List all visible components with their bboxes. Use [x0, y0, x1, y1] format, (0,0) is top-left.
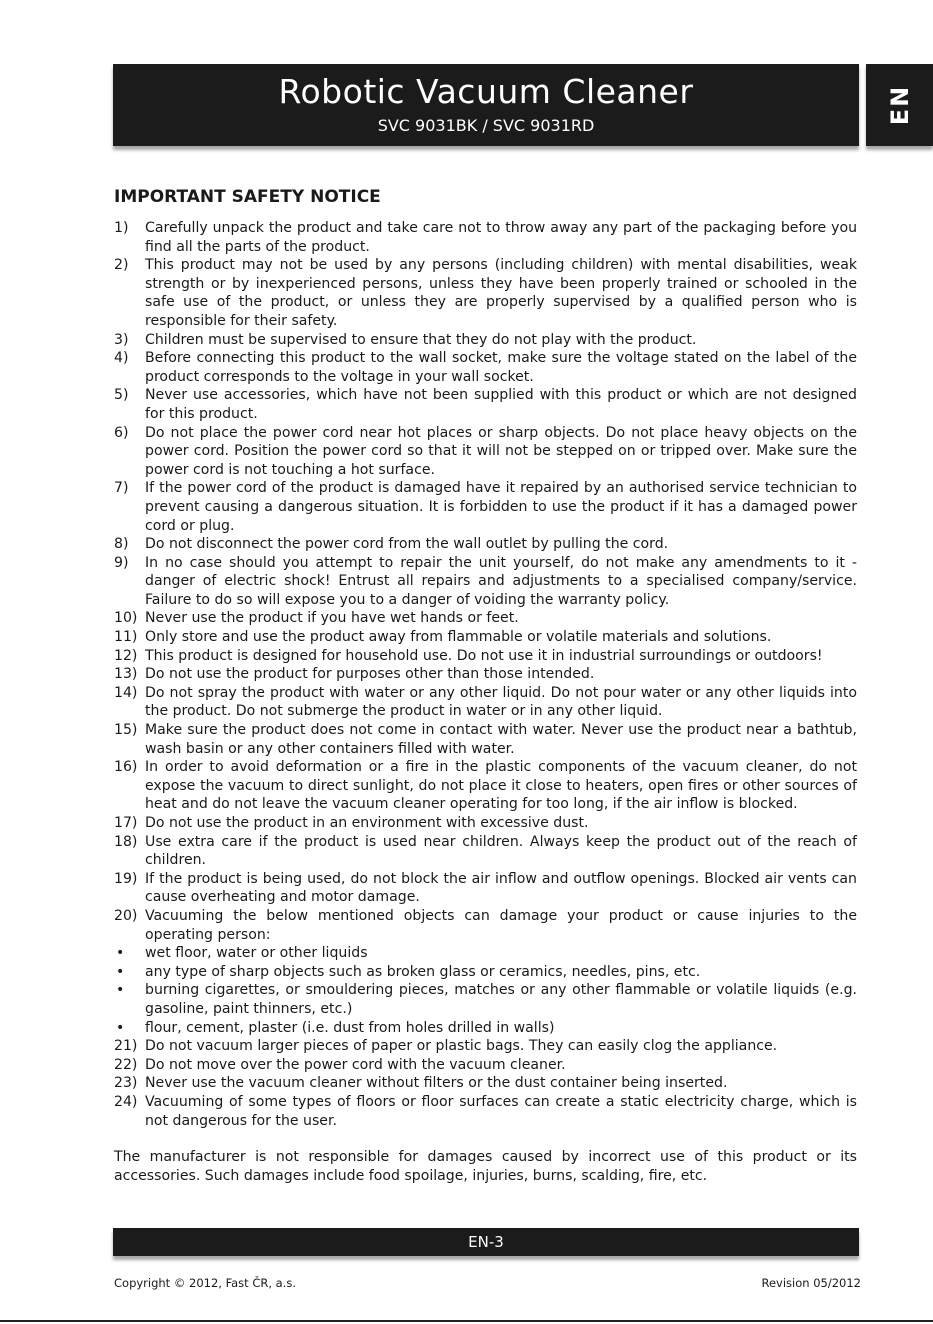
safety-list-item — [114, 1093, 857, 1130]
item-number: 13) — [114, 666, 138, 683]
document-title: Robotic Vacuum Cleaner — [278, 72, 694, 111]
safety-list-item — [114, 256, 857, 330]
item-number: 2) — [114, 257, 129, 274]
language-code: EN — [885, 84, 914, 126]
item-text: Do not use the product for purposes other than those intended. — [145, 666, 595, 683]
item-text: Vacuuming of some types of floors or floor surfaces can create a static electricity charge, which is not dangerous for the user. — [145, 1093, 857, 1129]
safety-list-item — [114, 870, 857, 907]
safety-list-item — [114, 758, 857, 814]
liability-disclaimer: The manufacturer is not responsible for damages caused by incorrect use of this product or its accessories. Such damages include food spoilage, injuries, burns, scalding, fire, etc. — [114, 1149, 857, 1184]
item-text: Never use accessories, which have not been supplied with this product or which are not designed for this product. — [145, 387, 857, 422]
safety-list-item — [114, 1056, 857, 1075]
item-number: 7) — [114, 480, 129, 497]
revision-text: Revision 05/2012 — [761, 1276, 861, 1290]
item-text: Use extra care if the product is used near children. Always keep the product out of the reach of children. — [145, 833, 857, 869]
safety-list-item — [114, 331, 857, 350]
item-text: Only store and use the product away from flammable or volatile materials and solutions. — [145, 629, 772, 646]
item-number: 16) — [114, 759, 138, 776]
item-number: 5) — [114, 387, 129, 404]
item-text: In no case should you attempt to repair the unit yourself, do not make any amendments to it - danger of electric shock! Entrust all repairs and adjustments to a specialised company/service. Failure to do so will expose you to a danger of voiding the warranty policy. — [145, 554, 857, 608]
safety-list-item — [114, 721, 857, 758]
item-text: Do not use the product in an environment with excessive dust. — [145, 815, 589, 831]
item-text: Before connecting this product to the wall socket, make sure the voltage stated on the label of the product corresponds to the voltage in your wall socket. — [145, 350, 857, 385]
item-text: Do not vacuum larger pieces of paper or plastic bags. They can easily clog the appliance. — [145, 1038, 778, 1055]
page-number: EN-3 — [468, 1233, 504, 1251]
item-number: 8) — [114, 536, 129, 553]
safety-list-item — [114, 424, 857, 480]
item-number: 17) — [114, 815, 138, 831]
hazard-bullet-list — [114, 944, 857, 1037]
item-text: Make sure the product does not come in contact with water. Never use the product near a bathtub, wash basin or any other containers filled with water. — [145, 722, 857, 757]
item-number: 11) — [114, 629, 138, 646]
item-number: 20) — [114, 907, 138, 924]
item-text: This product is designed for household use. Do not use it in industrial surroundings or outdoors! — [145, 647, 823, 664]
safety-list-item — [114, 907, 857, 944]
bullet-icon: • — [116, 963, 125, 980]
item-text: Vacuuming the below mentioned objects can damage your product or cause injuries to the operating person: — [145, 907, 857, 943]
safety-list-item — [114, 554, 857, 610]
item-number: 12) — [114, 647, 138, 664]
item-number: 19) — [114, 870, 138, 887]
item-text: Carefully unpack the product and take care not to throw away any part of the packaging before you find all the parts of the product. — [145, 220, 857, 255]
hazard-bullet-item — [114, 963, 857, 982]
item-text: Do not disconnect the power cord from the wall outlet by pulling the cord. — [145, 536, 669, 553]
item-text: If the power cord of the product is damaged have it repaired by an authorised service technician to prevent causing a dangerous situation. It is forbidden to use the product if it has a damaged power cord or plug. — [145, 480, 857, 534]
safety-notice-section — [114, 186, 857, 1185]
bullet-icon: • — [116, 1019, 125, 1036]
section-heading: IMPORTANT SAFETY NOTICE — [114, 187, 381, 207]
safety-list-item — [114, 535, 857, 554]
item-number: 24) — [114, 1093, 138, 1110]
item-number: 1) — [114, 220, 129, 236]
bullet-text: any type of sharp objects such as broken glass or ceramics, needles, pins, etc. — [145, 963, 701, 980]
item-text: Children must be supervised to ensure that they do not play with the product. — [145, 331, 697, 348]
bullet-icon: • — [116, 982, 125, 999]
item-text: In order to avoid deformation or a fire in the plastic components of the vacuum cleaner, do not expose the vacuum to direct sunlight, do not place it close to heaters, open fires or other sources of heat and do not leave the vacuum cleaner operating for too long, if the air inflow is blocked. — [145, 759, 857, 813]
item-text: Never use the product if you have wet hands or feet. — [145, 610, 519, 627]
bullet-icon: • — [116, 945, 125, 962]
item-number: 4) — [114, 350, 129, 367]
page-bottom-rule — [0, 1320, 933, 1322]
safety-list-continued — [114, 1037, 857, 1130]
safety-list-item — [114, 684, 857, 721]
model-numbers: SVC 9031BK / SVC 9031RD — [377, 116, 595, 135]
safety-list-item — [114, 814, 857, 833]
item-text: Do not place the power cord near hot places or sharp objects. Do not place heavy objects on the power cord. Position the power cord so that it will not be stepped on or tripped over. Make sure the power cord is not touching a hot surface. — [145, 424, 857, 478]
item-number: 6) — [114, 424, 129, 441]
bullet-text: burning cigarettes, or smouldering pieces, matches or any other flammable or volatile liquids (e.g. gasoline, paint thinners, etc.) — [145, 982, 857, 1017]
safety-list — [114, 219, 857, 944]
copyright-text: Copyright © 2012, Fast ČR, a.s. — [114, 1276, 297, 1290]
safety-list-item — [114, 609, 857, 628]
item-text: If the product is being used, do not block the air inflow and outflow openings. Blocked air vents can cause overheating and motor damage. — [145, 870, 857, 906]
hazard-bullet-item — [114, 981, 857, 1018]
header-bar — [113, 64, 859, 146]
safety-list-item — [114, 628, 857, 647]
item-text: Do not spray the product with water or any other liquid. Do not pour water or any other liquids into the product. Do not submerge the product in water or in any other liquid. — [145, 684, 857, 720]
item-number: 3) — [114, 331, 129, 348]
language-tab — [866, 64, 933, 146]
safety-list-item — [114, 647, 857, 666]
safety-list-item — [114, 219, 857, 256]
hazard-bullet-item — [114, 1019, 857, 1038]
item-number: 18) — [114, 833, 138, 850]
bullet-text: wet floor, water or other liquids — [145, 945, 368, 962]
item-number: 9) — [114, 554, 129, 571]
safety-list-item — [114, 479, 857, 535]
safety-list-item — [114, 1074, 857, 1093]
item-text: This product may not be used by any persons (including children) with mental disabilities, weak strength or by inexperienced persons, unless they have been properly trained or schooled in the safe use of the product, or unless they are properly supervised by a qualified person who is responsible for their safety. — [145, 257, 857, 329]
item-number: 14) — [114, 684, 138, 701]
item-number: 23) — [114, 1075, 138, 1092]
item-text: Do not move over the power cord with the vacuum cleaner. — [145, 1056, 566, 1073]
page-number-bar — [113, 1228, 859, 1256]
safety-list-item — [114, 833, 857, 870]
item-number: 15) — [114, 722, 138, 739]
safety-list-item — [114, 386, 857, 423]
item-text: Never use the vacuum cleaner without filters or the dust container being inserted. — [145, 1075, 728, 1092]
item-number: 10) — [114, 610, 138, 627]
bullet-text: flour, cement, plaster (i.e. dust from holes drilled in walls) — [145, 1019, 555, 1036]
safety-list-item — [114, 1037, 857, 1056]
item-number: 21) — [114, 1038, 138, 1055]
hazard-bullet-item — [114, 944, 857, 963]
safety-list-item — [114, 349, 857, 386]
safety-list-item — [114, 665, 857, 684]
item-number: 22) — [114, 1056, 138, 1073]
